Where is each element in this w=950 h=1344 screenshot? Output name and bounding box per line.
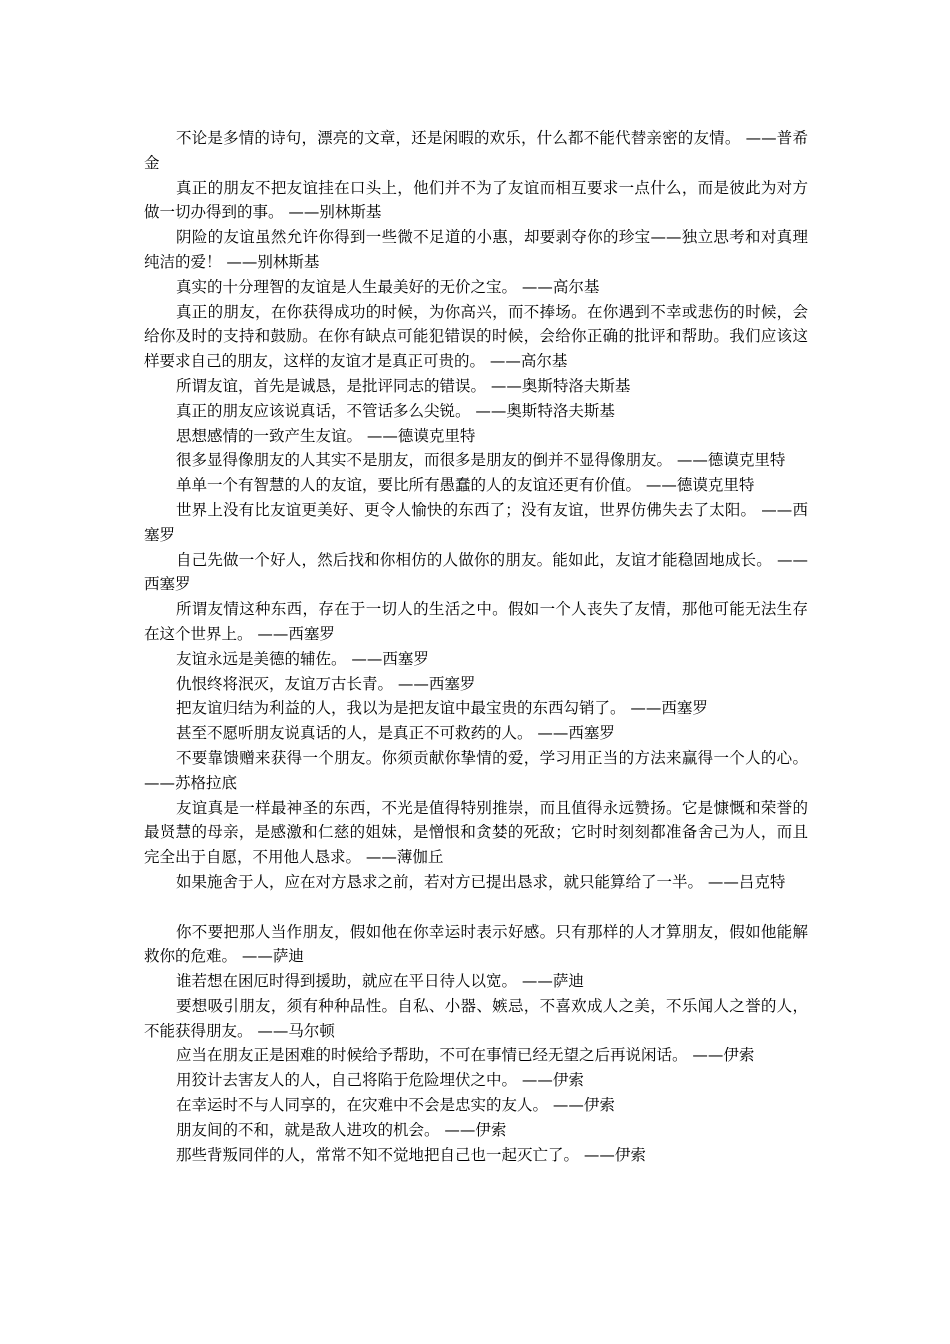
quote-paragraph: 阴险的友谊虽然允许你得到一些微不足道的小惠，却要剥夺你的珍宝——独立思考和对真理纯洁的爱！ ——别林斯基 [144,228,808,271]
quote-paragraph: 谁若想在困厄时得到援助，就应在平日待人以宽。 ——萨迪 [176,972,584,991]
quote-paragraph: 真正的朋友，在你获得成功的时候，为你高兴，而不捧场。在你遇到不幸或悲伤的时候，会给你及时的支持和鼓励。在你有缺点可能犯错误的时候，会给你正确的批评和帮助。我们应该这样要求自己的朋友，这样的友谊才是真正可贵的。 ——高尔基 [144,302,808,371]
quote-paragraph: 在幸运时不与人同享的，在灾难中不会是忠实的友人。 ——伊索 [176,1096,615,1115]
quote-paragraph: 不论是多情的诗句，漂亮的文章，还是闲暇的欢乐，什么都不能代替亲密的友情。 ——普希金 [144,129,808,172]
document-body [144,126,808,1167]
quote-paragraph: 不要靠馈赠来获得一个朋友。你须贡献你挚情的爱，学习用正当的方法来赢得一个人的心。 ——苏格拉底 [144,748,808,792]
quote-paragraph: 你不要把那人当作朋友，假如他在你幸运时表示好感。只有那样的人才算朋友，假如他能解救你的危难。 ——萨迪 [144,922,808,966]
quote-paragraph: 自己先做一个好人，然后找和你相仿的人做你的朋友。能如此，友谊才能稳固地成长。 ——西塞罗 [144,550,808,594]
quote-paragraph: 那些背叛同伴的人，常常不知不觉地把自己也一起灭亡了。 ——伊索 [176,1145,646,1164]
quote-paragraph: 把友谊归结为利益的人，我以为是把友谊中最宝贵的东西勾销了。 ——西塞罗 [176,699,708,718]
quote-paragraph: 真正的朋友应该说真话，不管话多么尖锐。 ——奥斯特洛夫斯基 [176,401,615,420]
quote-paragraph: 思想感情的一致产生友谊。 ——德谟克里特 [176,426,476,445]
quote-paragraph: 应当在朋友正是困难的时候给予帮助，不可在事情已经无望之后再说闲话。 ——伊索 [176,1046,755,1065]
quote-paragraph: 用狡计去害友人的人，自己将陷于危险埋伏之中。 ——伊索 [176,1071,584,1090]
quote-paragraph: 真实的十分理智的友谊是人生最美好的无价之宝。 ——高尔基 [176,277,600,296]
paragraph-gap [144,895,808,920]
quote-paragraph: 仇恨终将泯灭，友谊万古长青。 ——西塞罗 [176,674,476,693]
quote-paragraph: 很多显得像朋友的人其实不是朋友，而很多是朋友的倒并不显得像朋友。 ——德谟克里特 [176,451,786,470]
quote-paragraph: 所谓友情这种东西，存在于一切人的生活之中。假如一个人丧失了友情，那他可能无法生存在这个世界上。 ——西塞罗 [144,600,808,643]
quote-paragraph: 朋友间的不和，就是敌人进攻的机会。 ——伊索 [176,1120,507,1139]
quote-paragraph: 如果施舍于人，应在对方恳求之前，若对方已提出恳求，就只能算给了一半。 ——吕克特 [176,872,786,891]
quote-paragraph: 所谓友谊，首先是诚恳，是批评同志的错误。 ——奥斯特洛夫斯基 [176,376,631,395]
quote-paragraph: 友谊真是一样最神圣的东西，不光是值得特别推崇，而且值得永远赞扬。它是慷慨和荣誉的最贤慧的母亲，是感激和仁慈的姐妹，是憎恨和贪婪的死敌；它时时刻刻都准备舍己为人，而且完全出于自愿，不用他人恳求。 ——薄伽丘 [144,798,808,867]
quote-paragraph: 甚至不愿听朋友说真话的人，是真正不可救药的人。 ——西塞罗 [176,724,615,743]
quote-paragraph: 单单一个有智慧的人的友谊，要比所有愚蠢的人的友谊还更有价值。 ——德谟克里特 [176,476,755,495]
quote-paragraph: 友谊永远是美德的辅佐。 ——西塞罗 [176,649,429,668]
quote-paragraph: 真正的朋友不把友谊挂在口头上，他们并不为了友谊而相互要求一点什么，而是彼此为对方做一切办得到的事。 ——别林斯基 [144,178,808,222]
quote-paragraph: 要想吸引朋友，须有种种品性。自私、小器、嫉忌，不喜欢成人之美，不乐闻人之誉的人，不能获得朋友。 ——马尔顿 [144,996,808,1040]
quote-paragraph: 世界上没有比友谊更美好、更令人愉快的东西了；没有友谊，世界仿佛失去了太阳。 ——西塞罗 [144,500,808,544]
